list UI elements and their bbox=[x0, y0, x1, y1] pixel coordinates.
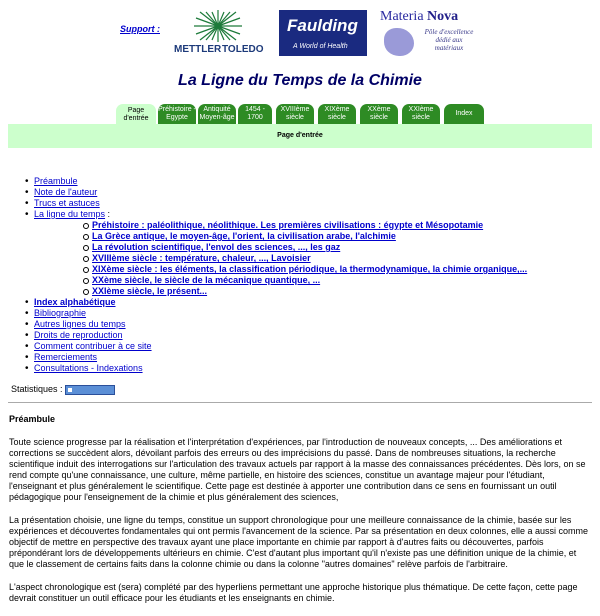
toc-sublink-xviii[interactable]: XVIIIème siècle : température, chaleur, ..., Lavoisier bbox=[92, 253, 311, 263]
statistics-row bbox=[11, 384, 115, 395]
paragraph-2: La présentation choisie, une ligne du temps, constitue un support chronologique pour une meilleure connaissance de la chimie, basée sur les expériences et découvertes fondamentales qui ont permis l'avancement de la science. Par sa présentation en deux colonnes, elle a aussi comme objectif de mettre en perspective des travaux ayant une place importante en chimie par rapport à d'autres faits ou découvertes, parfois prépondérant lors de développements ultérieurs en chimie. C'est d'autant plus important qu'il n'existe pas une définition unique de la chimie, et que le classement de certains faits dans la colonne chimie ou dans la colonne "autres domaines" relève parfois de l'arbitraire. bbox=[9, 515, 589, 569]
paragraph-1: Toute science progresse par la réalisation et l'interprétation d'expériences, par l'introduction de nouveaux concepts, ... Des améliorations et corrections se succèdent alors, dévoilant parfois des erreurs ou des imprécisions du passé. Dans de nombreuses situations, la recherche scientifique induit des interrogations sur l'articulation des travaux actuels par rapport à la masse des connaissances précédentes. Dès lors, on se rend compte qu'une connaissance, une culture, même partielle, en histoire des sciences, constitue un avantage majeur pour l'étudiant, l'enseignant et plus généralement le scientifique. Cette page est destinée à apporter une contribution dans ce sens en fournissant un outil pédagogique pour l'enseignement de la chimie et plus généralement des sciences, bbox=[9, 437, 586, 502]
toc-link-trucs-astuces[interactable]: Trucs et astuces bbox=[34, 198, 100, 208]
tab-page-entree[interactable]: Page d'entrée bbox=[116, 104, 156, 125]
toc-link-preambule[interactable]: Préambule bbox=[34, 176, 78, 186]
materia-nova-name bbox=[380, 9, 458, 25]
toc-link-consultations[interactable]: Consultations - Indexations bbox=[34, 363, 143, 373]
section-subheader: Page d'entrée bbox=[8, 124, 592, 148]
toc-sublink-xxi[interactable]: XXIème siècle, le présent... bbox=[92, 286, 208, 296]
toc-link-note-auteur[interactable]: Note de l'auteur bbox=[34, 187, 98, 197]
tab-1454-1700[interactable]: 1454 - 1700 bbox=[238, 104, 272, 124]
materia-name-part2: Nova bbox=[427, 9, 459, 24]
toc-link-autres-lignes[interactable]: Autres lignes du temps bbox=[34, 319, 126, 329]
section-heading-preambule: Préambule bbox=[9, 414, 56, 424]
page-title: La Ligne du Temps de la Chimie bbox=[178, 72, 422, 89]
tab-index[interactable]: Index bbox=[444, 104, 484, 124]
mettler-toledo-icon bbox=[170, 10, 266, 58]
tab-prehistoire[interactable]: Préhistoire - Egypte bbox=[158, 104, 196, 124]
support-label: Support : bbox=[120, 24, 160, 34]
toc-link-droits-reproduction[interactable]: Droits de reproduction bbox=[34, 330, 123, 340]
faulding-logo[interactable] bbox=[279, 10, 367, 56]
statistics-counter-icon[interactable] bbox=[65, 385, 115, 395]
toledo-text: TOLEDO bbox=[222, 44, 264, 55]
toc-sublink-xix[interactable]: XIXème siècle : les éléments, la classification périodique, la thermodynamique, la chimie organique,... bbox=[92, 264, 528, 274]
toc-link-ligne-du-temps[interactable]: La ligne du temps bbox=[34, 209, 106, 219]
materia-name-part1: Materia bbox=[380, 9, 424, 24]
statistics-label: Statistiques : bbox=[11, 384, 63, 394]
mettler-toledo-logo[interactable] bbox=[170, 10, 266, 58]
tab-xx[interactable]: XXème siècle bbox=[360, 104, 398, 124]
toc-timeline-suffix: : bbox=[105, 209, 111, 219]
main-content bbox=[9, 414, 591, 616]
materia-emblem-icon bbox=[384, 28, 414, 56]
toc-link-remerciements[interactable]: Remerciements bbox=[34, 352, 98, 362]
toc-link-contribuer[interactable]: Comment contribuer à ce site bbox=[34, 341, 152, 351]
materia-nova-logo[interactable] bbox=[378, 8, 478, 60]
tab-xviii[interactable]: XVIIIème siècle bbox=[276, 104, 314, 124]
mettler-text: METTLER bbox=[174, 44, 222, 55]
paragraph-3: L'aspect chronologique est (sera) complété par des hyperliens permettant une approche historique plus thématique. De cette façon, cette page devrait constituer un outil efficace pour les étudiants et les enseignants en chimie. bbox=[9, 582, 578, 603]
toc-sublink-revolution-scientifique[interactable]: La révolution scientifique, l'envol des sciences, ..., les gaz bbox=[92, 242, 341, 252]
sponsor-banner bbox=[0, 8, 600, 60]
tab-xxi[interactable]: XXIème siècle bbox=[402, 104, 440, 124]
toc-sublink-xx[interactable]: XXème siècle, le siècle de la mécanique quantique, ... bbox=[92, 275, 321, 285]
tab-antiquite[interactable]: Antiquité Moyen-âge bbox=[198, 104, 236, 124]
table-of-contents bbox=[0, 176, 527, 374]
toc-link-bibliographie[interactable]: Bibliographie bbox=[34, 308, 87, 318]
horizontal-divider bbox=[8, 402, 592, 403]
toc-sublink-grece-antique[interactable]: La Grèce antique, le moyen-âge, l'orient, la civilisation arabe, l'alchimie bbox=[92, 231, 396, 241]
toc-link-index-alphabetique[interactable]: Index alphabétique bbox=[34, 297, 116, 307]
faulding-tagline: A World of Health bbox=[293, 43, 348, 50]
faulding-name: Faulding bbox=[287, 16, 358, 35]
materia-subtitle: Pôle d'excellence dédié aux matériaux bbox=[424, 28, 474, 52]
tab-xix[interactable]: XIXème siècle bbox=[318, 104, 356, 124]
toc-sublink-prehistoire[interactable]: Préhistoire : paléolithique, néolithique. Les premières civilisations : égypte et Mésopotamie bbox=[92, 220, 484, 230]
